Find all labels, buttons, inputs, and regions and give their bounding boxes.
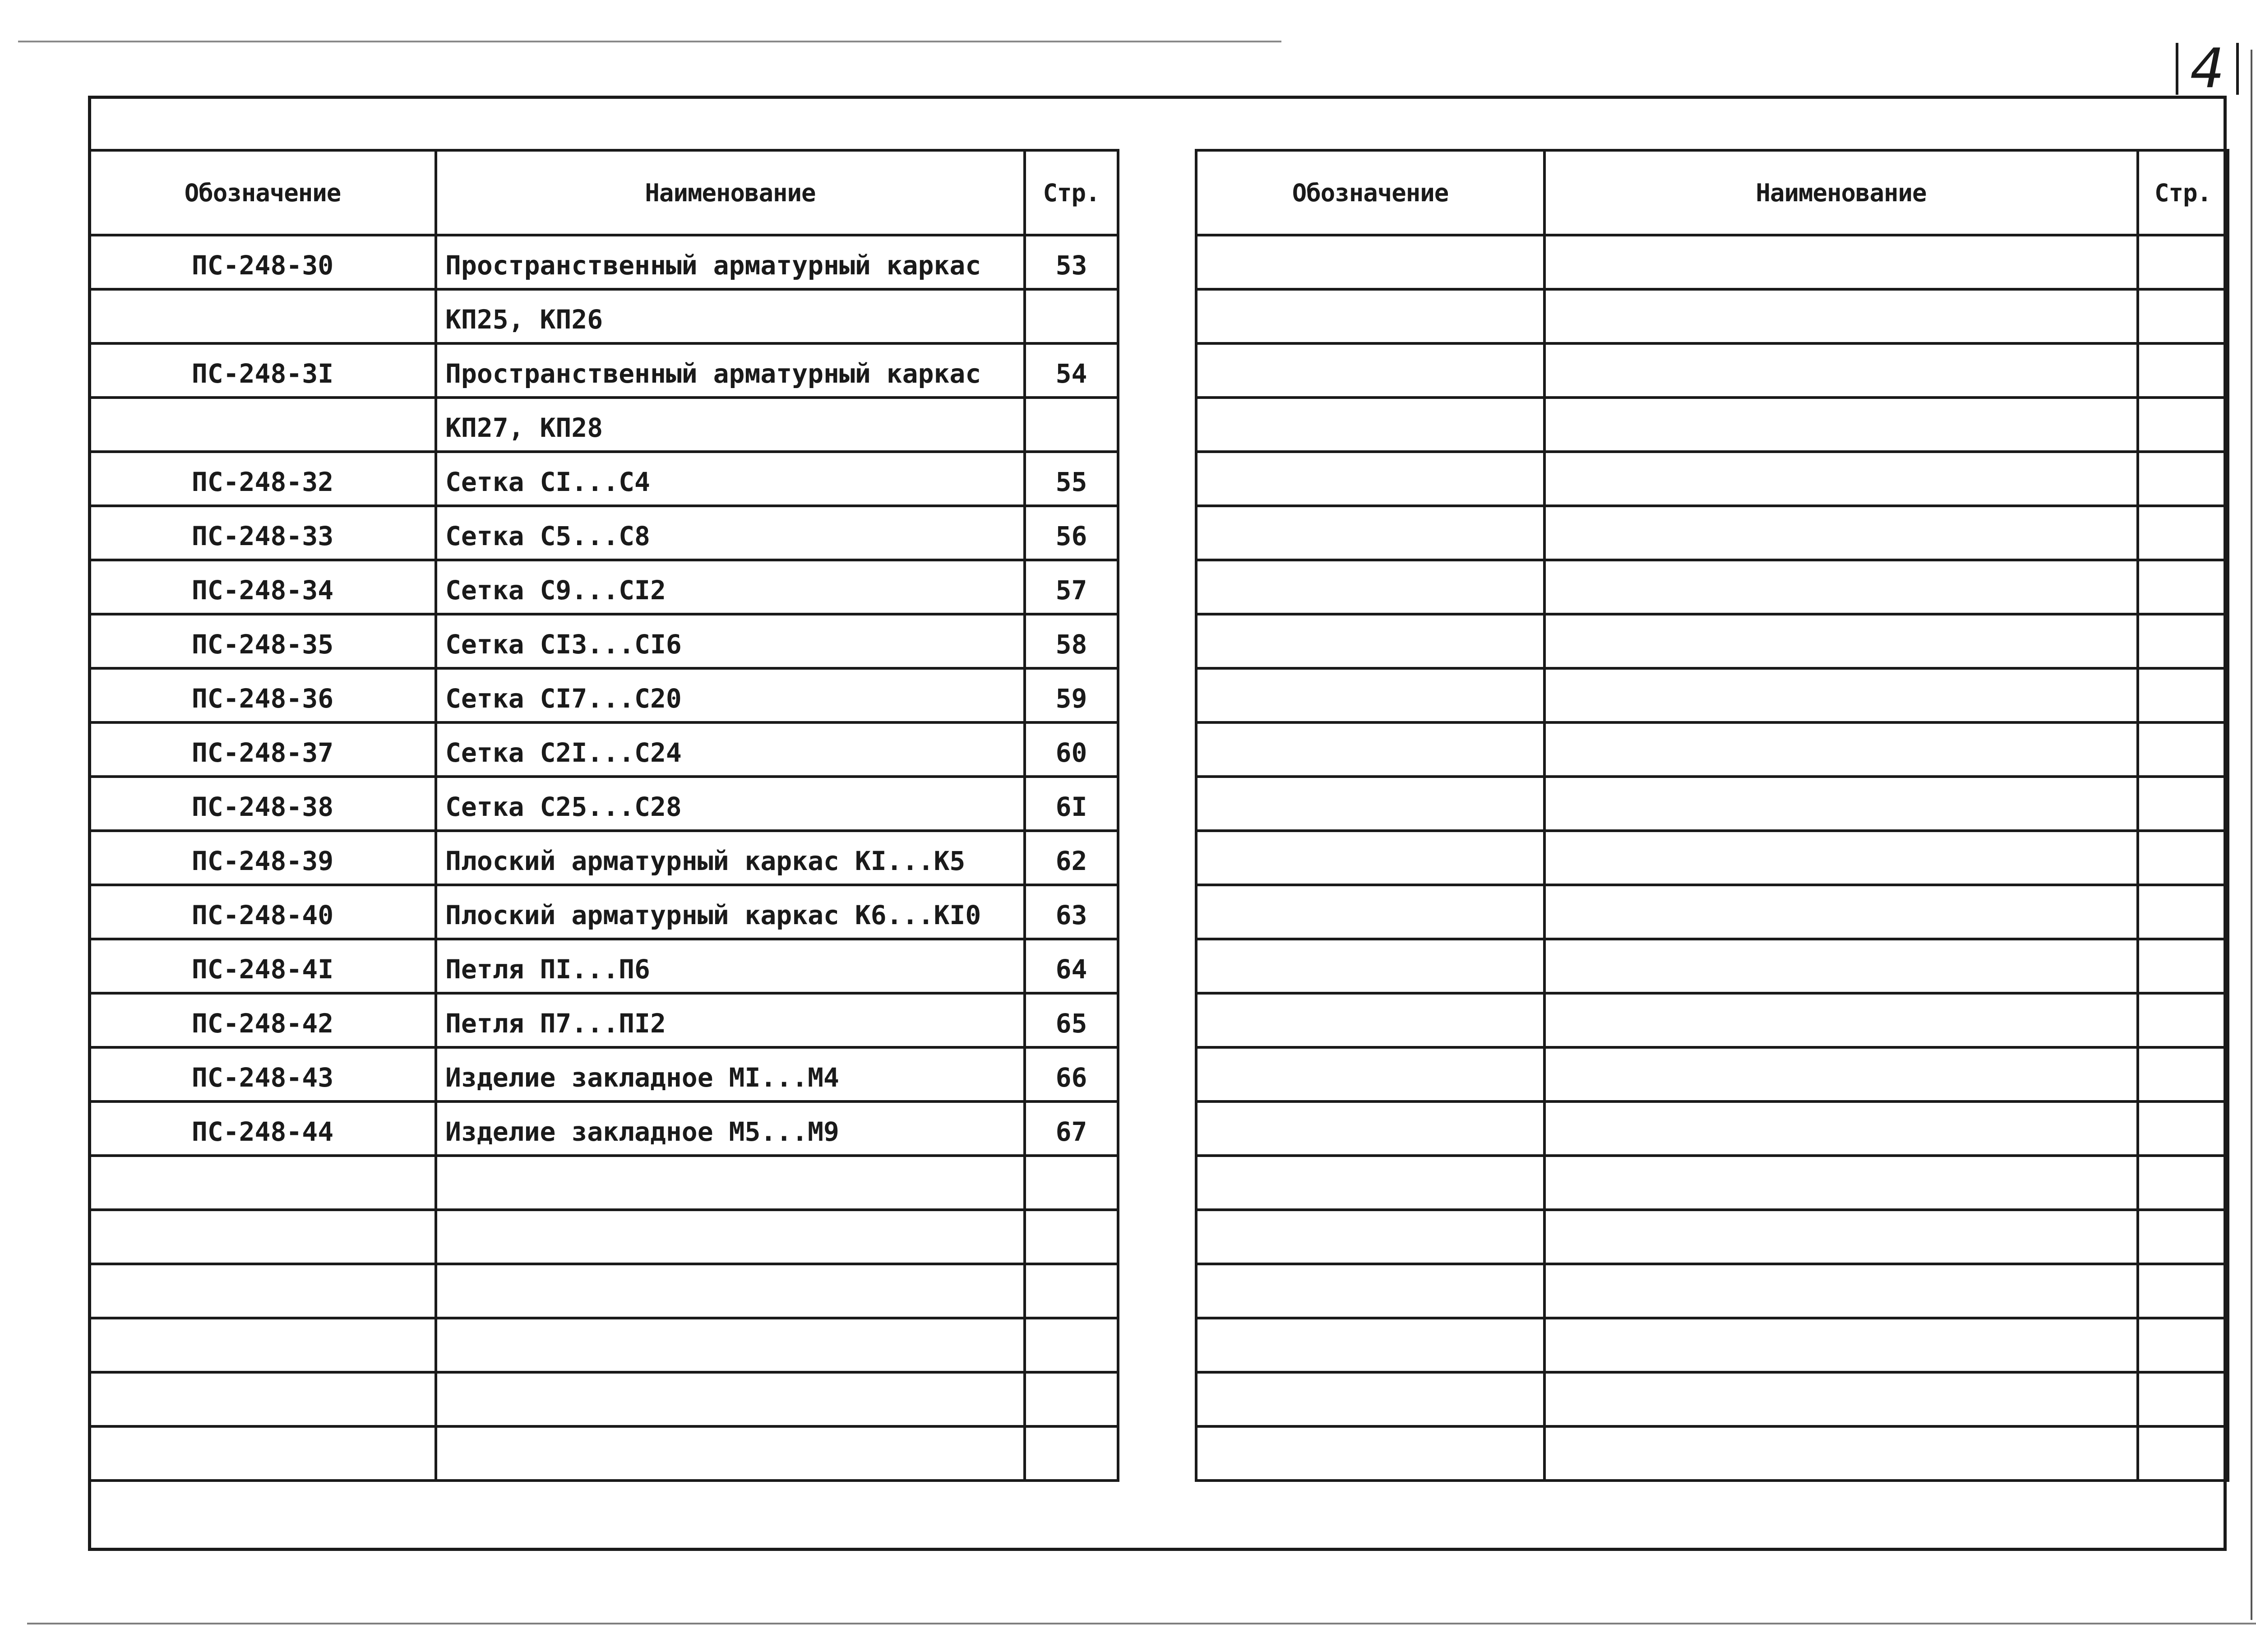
row-code xyxy=(1196,939,1544,993)
row-page xyxy=(2138,939,2228,993)
row-page: 56 xyxy=(1025,506,1118,560)
row-name: Сетка С9...СI2 xyxy=(436,560,1025,614)
table-row xyxy=(1196,1210,2228,1264)
table-row xyxy=(89,452,1118,506)
table-row xyxy=(1196,1372,2228,1426)
row-name: КП25, КП26 xyxy=(436,289,1025,343)
table-row xyxy=(89,885,1118,939)
row-code: ПС-248-38 xyxy=(89,777,436,831)
row-code xyxy=(1196,885,1544,939)
row-page: 53 xyxy=(1025,235,1118,289)
row-name: Изделие закладное М5...М9 xyxy=(436,1101,1025,1156)
row-page: 59 xyxy=(1025,668,1118,722)
row-code xyxy=(1196,289,1544,343)
row-code: ПС-248-32 xyxy=(89,452,436,506)
row-code xyxy=(89,289,436,343)
row-page xyxy=(2138,1426,2228,1481)
table-row xyxy=(89,722,1118,777)
row-code xyxy=(1196,506,1544,560)
row-page xyxy=(2138,1047,2228,1101)
row-name: КП27, КП28 xyxy=(436,398,1025,452)
row-page xyxy=(2138,1210,2228,1264)
row-page: 55 xyxy=(1025,452,1118,506)
row-name xyxy=(436,1156,1025,1210)
table-row xyxy=(1196,560,2228,614)
row-page: 6I xyxy=(1025,777,1118,831)
row-name xyxy=(1544,1210,2138,1264)
row-page xyxy=(2138,235,2228,289)
row-page xyxy=(2138,506,2228,560)
table-row xyxy=(1196,1156,2228,1210)
table-row xyxy=(89,1210,1118,1264)
row-page xyxy=(2138,885,2228,939)
row-name xyxy=(1544,885,2138,939)
scan-edge-top xyxy=(18,41,1281,42)
row-code xyxy=(1196,777,1544,831)
row-page xyxy=(2138,1372,2228,1426)
row-page xyxy=(1025,1318,1118,1372)
header-name: Наименование xyxy=(1544,150,2138,235)
row-name xyxy=(1544,506,2138,560)
contents-table-right xyxy=(1195,149,2229,1482)
row-name xyxy=(1544,560,2138,614)
header-page: Стр. xyxy=(2138,150,2228,235)
table-row xyxy=(1196,831,2228,885)
row-page xyxy=(2138,343,2228,398)
row-code xyxy=(1196,560,1544,614)
table-row xyxy=(89,289,1118,343)
row-name: Сетка С5...С8 xyxy=(436,506,1025,560)
row-page xyxy=(2138,560,2228,614)
table-row xyxy=(89,1318,1118,1372)
table-row xyxy=(1196,1318,2228,1372)
row-code xyxy=(1196,614,1544,668)
row-page xyxy=(1025,1426,1118,1481)
row-code xyxy=(1196,668,1544,722)
row-name xyxy=(1544,831,2138,885)
row-name xyxy=(1544,1101,2138,1156)
row-name xyxy=(1544,993,2138,1047)
row-code: ПС-248-39 xyxy=(89,831,436,885)
row-name xyxy=(1544,452,2138,506)
row-page xyxy=(2138,777,2228,831)
contents-table-left xyxy=(88,149,1119,1482)
row-code: ПС-248-34 xyxy=(89,560,436,614)
row-page xyxy=(1025,1372,1118,1426)
row-code: ПС-248-43 xyxy=(89,1047,436,1101)
row-page xyxy=(1025,398,1118,452)
row-name xyxy=(436,1426,1025,1481)
table-row xyxy=(1196,235,2228,289)
row-page: 54 xyxy=(1025,343,1118,398)
row-name: Пространственный арматурный каркас xyxy=(436,235,1025,289)
row-name xyxy=(436,1210,1025,1264)
table-row xyxy=(1196,343,2228,398)
table-row xyxy=(1196,1101,2228,1156)
row-page xyxy=(2138,722,2228,777)
row-page xyxy=(2138,614,2228,668)
row-code: ПС-248-3I xyxy=(89,343,436,398)
table-row xyxy=(1196,452,2228,506)
row-name xyxy=(1544,1264,2138,1318)
row-page: 57 xyxy=(1025,560,1118,614)
row-page xyxy=(1025,1210,1118,1264)
page-number: 4 xyxy=(2176,43,2239,95)
row-name xyxy=(1544,614,2138,668)
table-row xyxy=(89,668,1118,722)
row-name xyxy=(436,1264,1025,1318)
table-row xyxy=(89,1101,1118,1156)
header-page: Стр. xyxy=(1025,150,1118,235)
table-row xyxy=(1196,289,2228,343)
row-page xyxy=(2138,831,2228,885)
row-name xyxy=(1544,939,2138,993)
row-page: 60 xyxy=(1025,722,1118,777)
table-row xyxy=(1196,993,2228,1047)
row-name: Изделие закладное МI...М4 xyxy=(436,1047,1025,1101)
header-name: Наименование xyxy=(436,150,1025,235)
row-code: ПС-248-36 xyxy=(89,668,436,722)
row-page xyxy=(1025,1264,1118,1318)
row-name: Сетка СI3...СI6 xyxy=(436,614,1025,668)
row-code xyxy=(1196,235,1544,289)
header-code: Обозначение xyxy=(89,150,436,235)
table-row xyxy=(1196,1426,2228,1481)
table-row xyxy=(89,235,1118,289)
table-row xyxy=(89,1264,1118,1318)
row-page xyxy=(2138,452,2228,506)
row-code xyxy=(1196,722,1544,777)
row-code xyxy=(89,1426,436,1481)
row-code xyxy=(1196,1210,1544,1264)
table-row xyxy=(89,831,1118,885)
table-row xyxy=(1196,1264,2228,1318)
table-row xyxy=(89,398,1118,452)
row-page: 63 xyxy=(1025,885,1118,939)
row-page: 58 xyxy=(1025,614,1118,668)
row-name xyxy=(1544,1156,2138,1210)
row-name xyxy=(1544,398,2138,452)
row-name: Петля П7...ПI2 xyxy=(436,993,1025,1047)
row-code xyxy=(1196,1047,1544,1101)
row-name xyxy=(1544,1426,2138,1481)
row-name xyxy=(1544,777,2138,831)
table-row xyxy=(89,1372,1118,1426)
row-code: ПС-248-37 xyxy=(89,722,436,777)
row-name: Петля ПI...П6 xyxy=(436,939,1025,993)
row-page xyxy=(2138,1101,2228,1156)
row-code: ПС-248-30 xyxy=(89,235,436,289)
table-row xyxy=(89,1047,1118,1101)
row-name: Пространственный арматурный каркас xyxy=(436,343,1025,398)
table-row xyxy=(89,1156,1118,1210)
row-page xyxy=(1025,1156,1118,1210)
table-row xyxy=(89,939,1118,993)
row-name xyxy=(1544,289,2138,343)
row-name xyxy=(1544,343,2138,398)
row-code: ПС-248-4I xyxy=(89,939,436,993)
row-page xyxy=(2138,993,2228,1047)
row-name: Сетка С2I...С24 xyxy=(436,722,1025,777)
row-page xyxy=(2138,668,2228,722)
table-row xyxy=(89,614,1118,668)
row-code: ПС-248-35 xyxy=(89,614,436,668)
row-name xyxy=(436,1372,1025,1426)
table-row xyxy=(1196,777,2228,831)
table-row xyxy=(1196,939,2228,993)
row-code xyxy=(1196,343,1544,398)
table-header-row xyxy=(1196,150,2228,235)
row-name: Плоский арматурный каркас К6...КI0 xyxy=(436,885,1025,939)
table-row xyxy=(89,506,1118,560)
table-row xyxy=(1196,1047,2228,1101)
row-name xyxy=(1544,668,2138,722)
row-code xyxy=(1196,993,1544,1047)
row-page: 62 xyxy=(1025,831,1118,885)
row-name: Сетка СI...С4 xyxy=(436,452,1025,506)
row-code xyxy=(89,1264,436,1318)
row-name xyxy=(436,1318,1025,1372)
table-row xyxy=(1196,506,2228,560)
table-row xyxy=(1196,398,2228,452)
row-code xyxy=(89,1318,436,1372)
header-code: Обозначение xyxy=(1196,150,1544,235)
row-code xyxy=(1196,1426,1544,1481)
table-row xyxy=(1196,668,2228,722)
row-page xyxy=(2138,1264,2228,1318)
row-name xyxy=(1544,722,2138,777)
row-code xyxy=(89,1156,436,1210)
table-header-row xyxy=(89,150,1118,235)
row-name xyxy=(1544,1318,2138,1372)
row-code: ПС-248-33 xyxy=(89,506,436,560)
row-page: 67 xyxy=(1025,1101,1118,1156)
row-page: 64 xyxy=(1025,939,1118,993)
row-code xyxy=(1196,1264,1544,1318)
row-code xyxy=(89,398,436,452)
row-name: Плоский арматурный каркас КI...К5 xyxy=(436,831,1025,885)
table-row xyxy=(89,993,1118,1047)
scan-edge-bottom xyxy=(27,1623,2256,1624)
row-code xyxy=(1196,1318,1544,1372)
row-code xyxy=(1196,1372,1544,1426)
table-row xyxy=(89,777,1118,831)
table-row xyxy=(89,343,1118,398)
scan-edge-right xyxy=(2251,50,2252,1620)
table-row xyxy=(89,1426,1118,1481)
row-code: ПС-248-42 xyxy=(89,993,436,1047)
table-row xyxy=(1196,722,2228,777)
row-page xyxy=(2138,398,2228,452)
row-code xyxy=(89,1372,436,1426)
row-name xyxy=(1544,235,2138,289)
row-page xyxy=(1025,289,1118,343)
row-page: 65 xyxy=(1025,993,1118,1047)
row-code xyxy=(89,1210,436,1264)
row-code xyxy=(1196,1156,1544,1210)
table-row xyxy=(89,560,1118,614)
row-name: Сетка С25...С28 xyxy=(436,777,1025,831)
row-page xyxy=(2138,1156,2228,1210)
row-code xyxy=(1196,452,1544,506)
row-code xyxy=(1196,398,1544,452)
row-code: ПС-248-44 xyxy=(89,1101,436,1156)
row-name: Сетка СI7...С20 xyxy=(436,668,1025,722)
row-name xyxy=(1544,1372,2138,1426)
row-code xyxy=(1196,831,1544,885)
row-code: ПС-248-40 xyxy=(89,885,436,939)
row-page: 66 xyxy=(1025,1047,1118,1101)
row-code xyxy=(1196,1101,1544,1156)
table-row xyxy=(1196,885,2228,939)
row-page xyxy=(2138,289,2228,343)
row-page xyxy=(2138,1318,2228,1372)
row-name xyxy=(1544,1047,2138,1101)
table-row xyxy=(1196,614,2228,668)
